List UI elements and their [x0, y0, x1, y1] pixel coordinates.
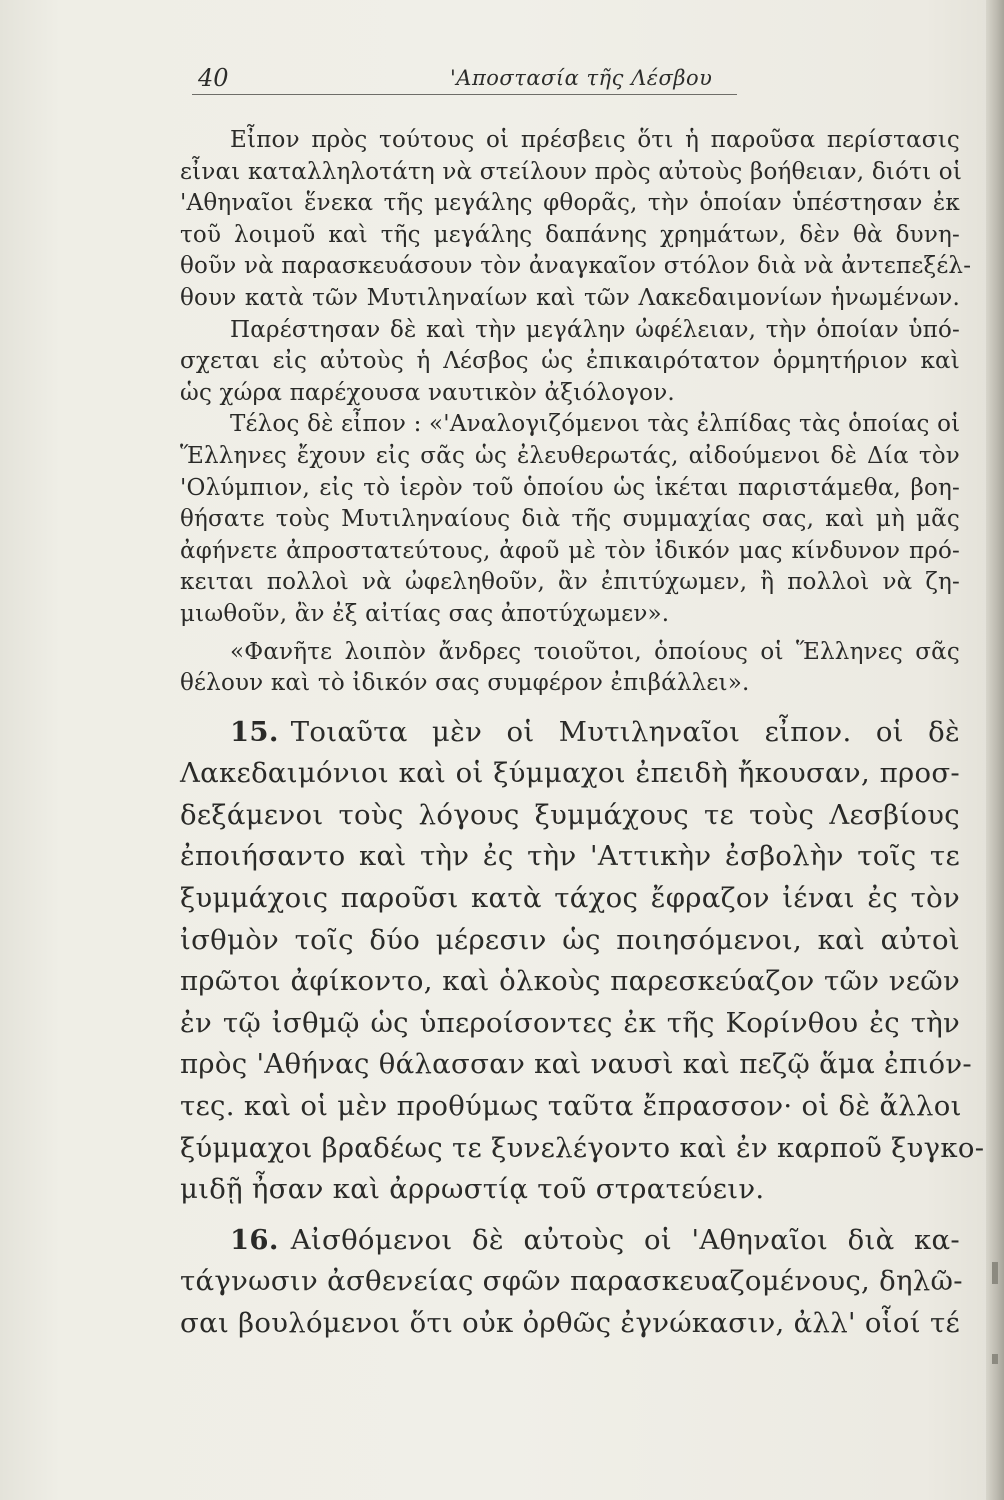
text-line: Εἶπον πρὸς τούτους οἱ πρέσβεις ὅτι ἡ παροῦσα περίστασις	[230, 127, 960, 153]
page-edge	[986, 0, 1004, 1500]
text-line: μιδῇ ἦσαν καὶ ἀρρωστίᾳ τοῦ στρατεύειν.	[180, 1173, 765, 1206]
text-line: τοῦ λοιμοῦ καὶ τῆς μεγάλης δαπάνης χρημάτων, δὲν θὰ δυνη-	[180, 221, 960, 248]
text-line: πρὸς 'Αθήνας θάλασσαν καὶ ναυσὶ καὶ πεζῷ ἅμα ἐπιόν-	[180, 1048, 973, 1081]
text-line: δεξάμενοι τοὺς λόγους ξυμμάχους τε τοὺς Λεσβίους	[180, 798, 960, 831]
paragraph	[180, 637, 960, 700]
text-line: πρῶτοι ἀφίκοντο, καὶ ὁλκοὺς παρεσκεύαζον τῶν νεῶν	[180, 965, 960, 998]
text-line: ξυμμάχοις παροῦσι κατὰ τάχος ἔφραζον ἰέναι ἐς τὸν	[180, 882, 960, 915]
text-line: σαι βουλόμενοι ὅτι οὐκ ὀρθῶς ἐγνώκασιν, ἀλλ' οἷοί τέ	[180, 1307, 960, 1339]
text-line: ἰσθμὸν τοῖς δύο μέρεσιν ὡς ποιησόμενοι, καὶ αὐτοὶ	[180, 923, 960, 956]
text-line: θουν κατὰ τῶν Μυτιληναίων καὶ τῶν Λακεδαιμονίων ἡνωμένων.	[180, 284, 960, 311]
section-text: Τοιαῦτα μὲν οἱ Μυτιληναῖοι εἶπον. οἱ δὲ	[290, 715, 960, 748]
body-text	[180, 125, 985, 1345]
paragraph-gap	[180, 1211, 960, 1220]
text-line	[180, 712, 960, 754]
paragraph	[180, 315, 960, 410]
page-number: 40	[198, 64, 229, 92]
text-line: Παρέστησαν δὲ καὶ τὴν μεγάλην ὠφέλειαν, τὴν ὁποίαν ὑπό-	[230, 316, 960, 343]
header-rule	[192, 94, 737, 95]
edge-mark	[992, 1354, 998, 1364]
text-line: τάγνωσιν ἀσθενείας σφῶν παρασκευαζομένους, δηλῶ-	[180, 1265, 963, 1298]
text-line: 'Ολύμπιον, εἰς τὸ ἱερὸν τοῦ ὁποίου ὡς ἱκέται παριστάμεθα, βοη-	[180, 474, 960, 501]
text-line: τες. καὶ οἱ μὲν προθύμως ταῦτα ἔπρασσον· οἱ δὲ ἄλλοι	[180, 1090, 962, 1123]
paragraph	[180, 409, 960, 630]
paragraph-gap	[180, 700, 960, 712]
text-line: ἐν τῷ ἰσθμῷ ὡς ὑπεροίσοντες ἐκ τῆς Κορίνθου ἐς τὴν	[180, 1006, 960, 1039]
section-text: Αἰσθόμενοι δὲ αὐτοὺς οἱ 'Αθηναῖοι διὰ κα-	[290, 1223, 960, 1256]
text-line: Τέλος δὲ εἶπον : «'Αναλογιζόμενοι τὰς ἐλπίδας τὰς ὁποίας οἱ	[230, 411, 961, 438]
text-line	[180, 1220, 960, 1262]
text-line: Ἕλληνες ἔχουν εἰς σᾶς ὡς ἐλευθερωτάς, αἰδούμενοι δὲ Δία τὸν	[180, 442, 960, 469]
text-line: ὡς χώρα παρέχουσα ναυτικὸν ἀξιόλογον.	[180, 379, 675, 406]
paragraph	[180, 1220, 963, 1345]
edge-mark	[992, 1262, 998, 1284]
paragraph	[180, 125, 972, 315]
running-title: 'Αποστασία τῆς Λέσβου	[450, 66, 713, 90]
text-line: θοῦν νὰ παρασκευάσουν τὸν ἀναγκαῖον στόλον διὰ νὰ ἀντεπεξέλ-	[180, 253, 972, 280]
text-line: μιωθοῦν, ἂν ἐξ αἰτίας σας ἀποτύχωμεν».	[180, 600, 670, 627]
section-number: 15.	[230, 715, 279, 748]
text-line: ξύμμαχοι βραδέως τε ξυνελέγοντο καὶ ἐν καρποῦ ξυγκο-	[180, 1131, 985, 1164]
text-line: ἐποιήσαντο καὶ τὴν ἐς τὴν 'Αττικὴν ἐσβολὴν τοῖς τε	[180, 840, 960, 873]
text-line: σχεται εἰς αὐτοὺς ἡ Λέσβος ὡς ἐπικαιρότατον ὁρμητήριον καὶ	[180, 348, 960, 375]
text-line: 'Αθηναῖοι ἕνεκα τῆς μεγάλης φθορᾶς, τὴν ὁποίαν ὑπέστησαν ἐκ	[180, 190, 960, 217]
text-line: θήσατε τοὺς Μυτιληναίους διὰ τῆς συμμαχίας σας, καὶ μὴ μᾶς	[180, 506, 960, 533]
text-line: «Φανῆτε λοιπὸν ἄνδρες τοιοῦτοι, ὁποίους οἱ Ἕλληνες σᾶς	[230, 638, 960, 665]
text-line: εἶναι καταλληλοτάτη νὰ στείλουν πρὸς αὐτοὺς βοήθειαν, διότι οἱ	[180, 158, 963, 185]
paragraph	[180, 712, 985, 1211]
text-line: Λακεδαιμόνιοι καὶ οἱ ξύμμαχοι ἐπειδὴ ἤκουσαν, προσ-	[180, 757, 960, 790]
text-line: θέλουν καὶ τὸ ἰδικόν σας συμφέρον ἐπιβάλλει».	[180, 670, 750, 697]
text-line: κειται πολλοὶ νὰ ὠφεληθοῦν, ἂν ἐπιτύχωμεν, ἢ πολλοὶ νὰ ζη-	[180, 569, 960, 596]
text-line: ἀφήνετε ἀπροστατεύτους, ἀφοῦ μὲ τὸν ἰδικόν μας κίνδυνον πρό-	[180, 537, 960, 564]
section-number: 16.	[230, 1223, 279, 1256]
page-header	[192, 62, 737, 102]
